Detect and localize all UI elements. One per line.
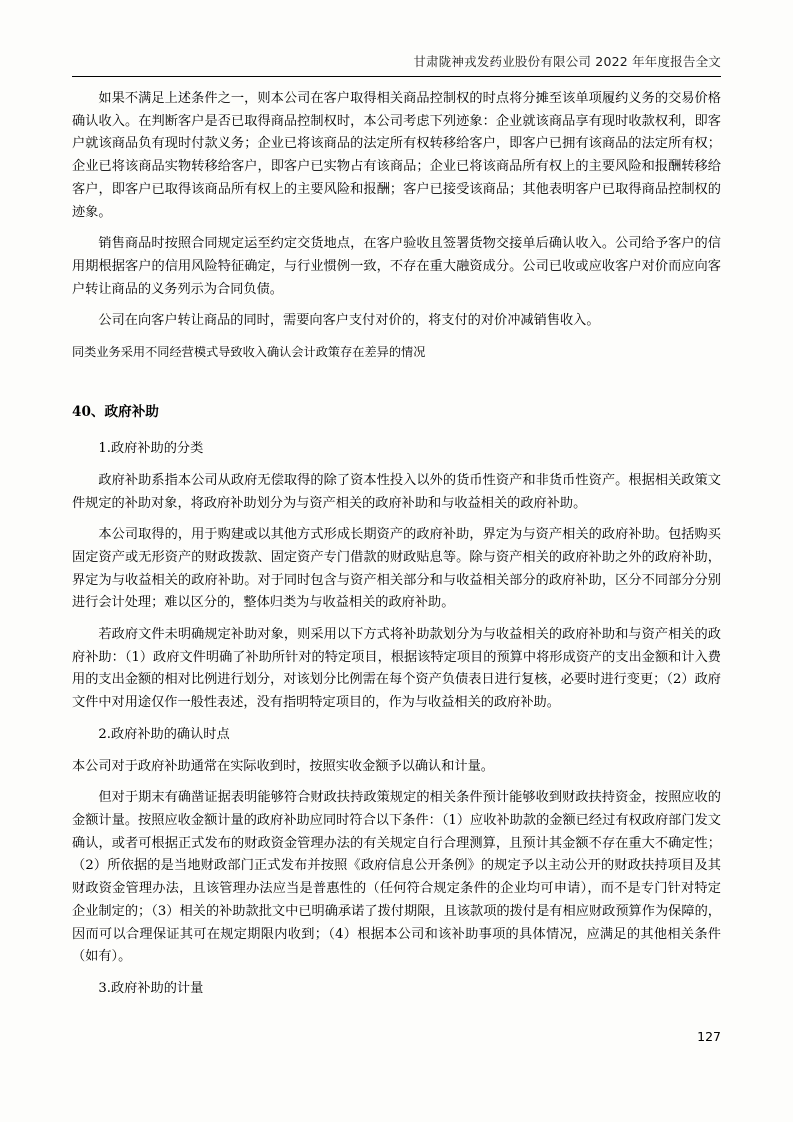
paragraph: 公司在向客户转让商品的同时，需要向客户支付对价的，将支付的对价冲减销售收入。 xyxy=(98,313,600,329)
page-content xyxy=(72,88,721,1010)
header-divider xyxy=(72,76,721,77)
subsection-heading: 3.政府补助的计量 xyxy=(98,980,204,996)
paragraph: 本公司取得的，用于购建或以其他方式形成长期资产的政府补助，界定为与资产相关的政府补助。包括购买固定资产或无形资产的财政拨款、固定资产专门借款的财政贴息等。除与资产相关的政府补助之外的政府补助，界定为与收益相关的政府补助。对于同时包含与资产相关部分和与收益相关部分的政府补助，区分不同部分分别进行会计处理；难以区分的，整体归类为与收益相关的政府补助。 xyxy=(72,527,721,611)
paragraph: 但对于期末有确凿证据表明能够符合财政扶持政策规定的相关条件预计能够收到财政扶持资金，按照应收的金额计量。按照应收金额计量的政府补助应同时符合以下条件：（1）应收补助款的金额已经过有权政府部门发文确认，或者可根据正式发布的财政资金管理办法的有关规定自行合理测算，且预计其金额不存在重大不确定性；（2）所依据的是当地财政部门正式发布并按照《政府信息公开条例》的规定予以主动公开的财政扶持项目及其财政资金管理办法，且该管理办法应当是普惠性的（任何符合规定条件的企业均可申请），而不是专门针对特定企业制定的；（3）相关的补助款批文中已明确承诺了拨付期限，且该款项的拨付是有相应财政预算作为保障的，因而可以合理保证其可在规定期限内收到；（4）根据本公司和该补助事项的具体情况，应满足的其他相关条件（如有）。 xyxy=(72,790,721,965)
running-title: 甘肃陇神戎发药业股份有限公司 2022 年年度报告全文 xyxy=(413,54,721,69)
paragraph: 本公司对于政府补助通常在实际收到时，按照实收金额予以确认和计量。 xyxy=(72,758,494,774)
paragraph: 若政府文件未明确规定补助对象，则采用以下方式将补助款划分为与收益相关的政府补助和与资产相关的政府补助：（1）政府文件明确了补助所针对的特定项目，根据该特定项目的预算中将形成资产的支出金额和计入费用的支出金额的相对比例进行划分，对该划分比例需在每个资产负债表日进行复核，必要时进行变更；（2）政府文件中对用途仅作一般性表述，没有指明特定项目的，作为与收益相关的政府补助。 xyxy=(72,627,721,711)
page-header xyxy=(72,52,721,70)
policy-note: 同类业务采用不同经营模式导致收入确认会计政策存在差异的情况 xyxy=(72,345,426,360)
subsection-heading: 1.政府补助的分类 xyxy=(98,441,204,457)
page-number: 127 xyxy=(697,1029,721,1044)
paragraph: 如果不满足上述条件之一，则本公司在客户取得相关商品控制权的时点将分摊至该单项履约义务的交易价格确认收入。在判断客户是否已取得商品控制权时，本公司考虑下列迹象：企业就该商品享有现时收款权利，即客户就该商品负有现时付款义务；企业已将该商品的法定所有权转移给客户，即客户已拥有该商品的法定所有权；企业已将该商品实物转移给客户，即客户已实物占有该商品；企业已将该商品所有权上的主要风险和报酬转移给客户，即客户已取得该商品所有权上的主要风险和报酬；客户已接受该商品；其他表明客户已取得商品控制权的迹象。 xyxy=(72,91,721,220)
paragraph: 政府补助系指本公司从政府无偿取得的除了资本性投入以外的货币性资产和非货币性资产。根据相关政策文件规定的补助对象，将政府补助划分为与资产相关的政府补助和与收益相关的政府补助。 xyxy=(72,472,721,511)
paragraph: 销售商品时按照合同规定运至约定交货地点，在客户验收且签署货物交接单后确认收入。公司给予客户的信用期根据客户的信用风险特征确定，与行业惯例一致，不存在重大融资成分。公司已收或应收客户对价而应向客户转让商品的义务列示为合同负债。 xyxy=(72,236,721,297)
section-heading: 40、政府补助 xyxy=(72,403,159,420)
subsection-heading: 2.政府补助的确认时点 xyxy=(98,726,230,742)
